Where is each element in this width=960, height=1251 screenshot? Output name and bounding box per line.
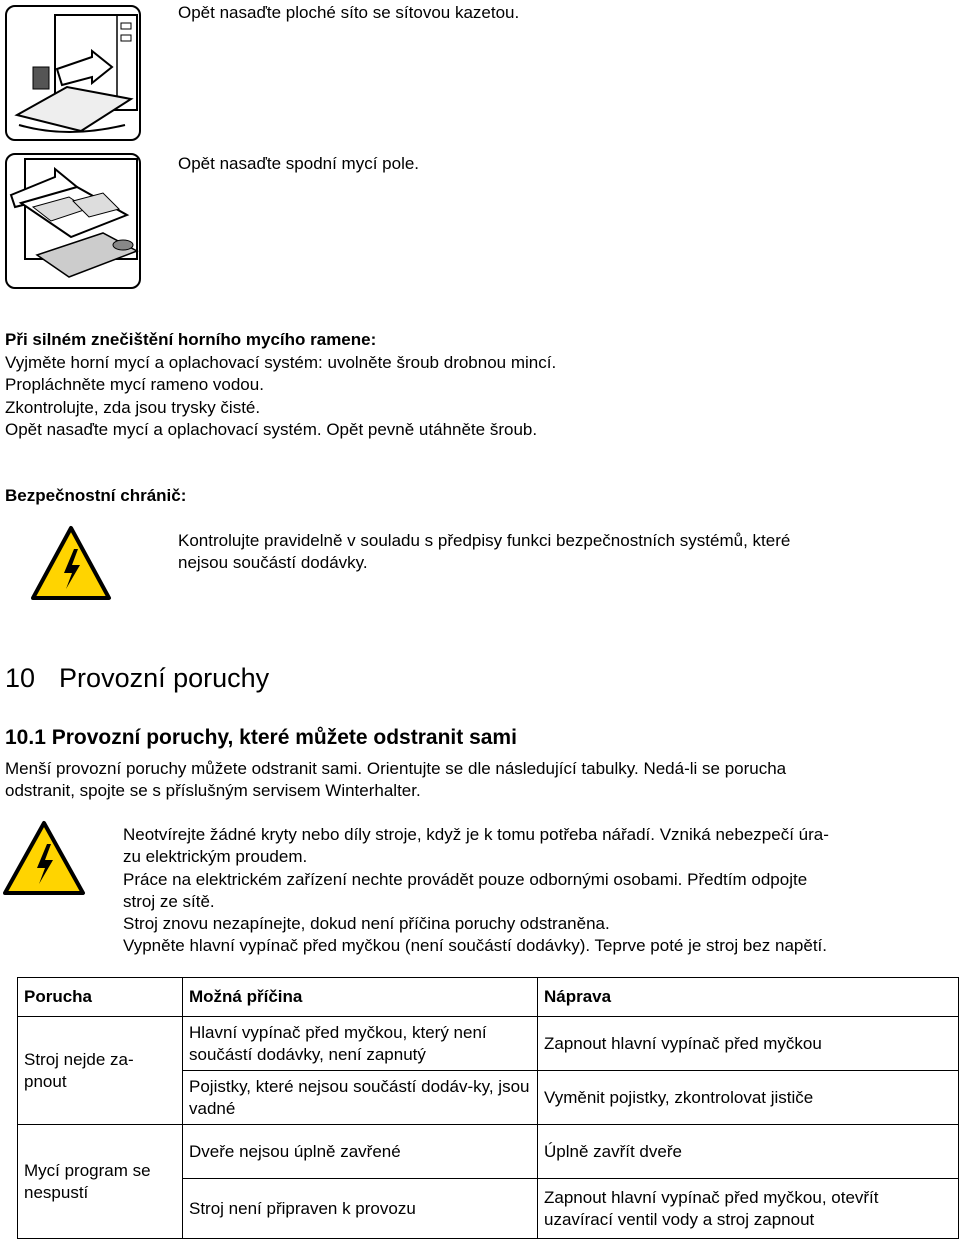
electric-hazard-icon <box>2 820 86 896</box>
cause-cell: Hlavní vypínač před myčkou, který není součástí dodávky, není zapnutý <box>183 1017 538 1071</box>
table-row <box>18 1017 959 1071</box>
column-header: Porucha <box>18 978 183 1017</box>
warning-line: stroj ze sítě. <box>123 892 215 911</box>
heavy-soiling-line: Opět nasaďte mycí a oplachovací systém. Opět pevně utáhněte šroub. <box>5 420 538 439</box>
fault-table <box>17 977 959 1239</box>
step-text: Opět nasaďte spodní mycí pole. <box>178 154 420 173</box>
column-header: Náprava <box>538 978 959 1017</box>
warning-line: Neotvírejte žádné kryty nebo díly stroje, když je k tomu potřeba nářadí. Vzniká nebezpečí úra- <box>123 825 829 844</box>
electric-hazard-icon <box>30 525 112 601</box>
section-title: Provozní poruchy <box>59 663 270 693</box>
table-header-row <box>18 978 959 1017</box>
section-heading <box>5 662 269 694</box>
heavy-soiling-heading: Při silném znečištění horního mycího ramene: <box>5 330 377 349</box>
warning-line: Práce na elektrickém zařízení nechte provádět pouze odbornými osobami. Předtím odpojte <box>123 870 808 889</box>
cause-cell: Stroj není připraven k provozu <box>183 1179 538 1239</box>
safety-text: nejsou součástí dodávky. <box>178 553 368 572</box>
intro-text: odstranit, spojte se s příslušným servisem Winterhalter. <box>5 781 421 800</box>
column-header: Možná příčina <box>183 978 538 1017</box>
fault-cell: Stroj nejde za- pnout <box>18 1017 183 1125</box>
remedy-cell: Zapnout hlavní vypínač před myčkou, otevřít uzavírací ventil vody a stroj zapnout <box>538 1179 959 1239</box>
remedy-cell: Zapnout hlavní vypínač před myčkou <box>538 1017 959 1071</box>
heavy-soiling-line: Vyjměte horní mycí a oplachovací systém: uvolněte šroub drobnou mincí. <box>5 353 557 372</box>
subsection-title: Provozní poruchy, které můžete odstranit sami <box>51 726 517 749</box>
safety-text: Kontrolujte pravidelně v souladu s předpisy funkci bezpečnostních systémů, které <box>178 531 791 550</box>
warning-line: Stroj znovu nezapínejte, dokud není příčina poruchy odstraněna. <box>123 914 610 933</box>
heavy-soiling-line: Zkontrolujte, zda jsou trysky čisté. <box>5 398 261 417</box>
illustration-insert-wash-field <box>5 153 141 289</box>
cause-cell: Dveře nejsou úplně zavřené <box>183 1125 538 1179</box>
warning-line: zu elektrickým proudem. <box>123 847 308 866</box>
table-row <box>18 1125 959 1179</box>
section-number: 10 <box>5 663 36 693</box>
cause-cell: Pojistky, které nejsou součástí dodáv-ky, jsou vadné <box>183 1071 538 1125</box>
remedy-cell: Vyměnit pojistky, zkontrolovat jističe <box>538 1071 959 1125</box>
step-text: Opět nasaďte ploché síto se sítovou kazetou. <box>178 3 520 22</box>
wash-field-drawing <box>7 155 139 287</box>
fault-cell: Mycí program se nespustí <box>18 1125 183 1239</box>
subsection-heading <box>5 725 517 751</box>
remedy-cell: Úplně zavřít dveře <box>538 1125 959 1179</box>
warning-line: Vypněte hlavní vypínač před myčkou (není součástí dodávky). Teprve poté je stroj bez napětí. <box>123 936 828 955</box>
subsection-number: 10.1 <box>5 726 46 749</box>
illustration-insert-sieve <box>5 5 141 141</box>
intro-text: Menší provozní poruchy můžete odstranit sami. Orientujte se dle následující tabulky. Nedá-li se porucha <box>5 759 787 778</box>
sieve-drawing <box>7 7 139 139</box>
safety-heading: Bezpečnostní chránič: <box>5 486 187 505</box>
heavy-soiling-line: Propláchněte mycí rameno vodou. <box>5 375 264 394</box>
